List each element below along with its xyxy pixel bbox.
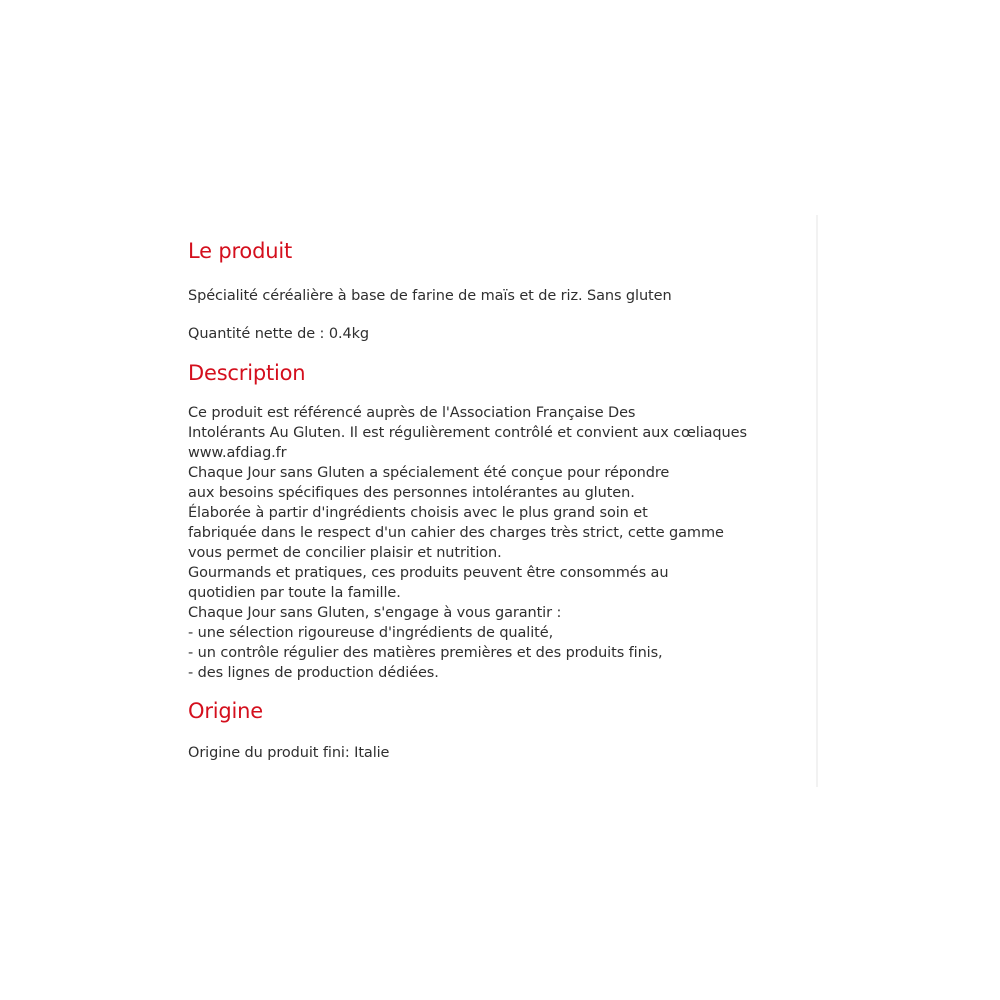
section-origin — [188, 696, 808, 763]
description-line: fabriquée dans le respect d'un cahier des charges très strict, cette gamme — [188, 525, 724, 541]
description-line: Ce produit est référencé auprès de l'Association Française Des — [188, 405, 636, 421]
description-line: Élaborée à partir d'ingrédients choisis avec le plus grand soin et — [188, 505, 648, 521]
description-line: Intolérants Au Gluten. Il est régulièrement contrôlé et convient aux cœliaques — [188, 425, 747, 441]
section-description — [188, 358, 808, 683]
description-line: Chaque Jour sans Gluten, s'engage à vous garantir : — [188, 605, 562, 621]
description-line: Chaque Jour sans Gluten a spécialement été conçue pour répondre — [188, 465, 670, 481]
description-line: www.afdiag.fr — [188, 445, 287, 461]
origin-heading: Origine — [188, 699, 263, 723]
description-line: - un contrôle régulier des matières premières et des produits finis, — [188, 645, 663, 661]
description-line: vous permet de concilier plaisir et nutrition. — [188, 545, 502, 561]
vertical-divider — [816, 215, 818, 787]
section-product — [188, 236, 808, 344]
description-line: aux besoins spécifiques des personnes intolérantes au gluten. — [188, 485, 635, 501]
description-line: Gourmands et pratiques, ces produits peuvent être consommés au — [188, 565, 669, 581]
product-heading: Le produit — [188, 239, 292, 263]
product-description-text: Spécialité céréalière à base de farine de maïs et de riz. Sans gluten — [188, 288, 672, 304]
origin-text: Origine du produit fini: Italie — [188, 745, 390, 761]
description-line: - une sélection rigoureuse d'ingrédients de qualité, — [188, 625, 554, 641]
description-line: quotidien par toute la famille. — [188, 585, 401, 601]
net-quantity-text: Quantité nette de : 0.4kg — [188, 326, 370, 342]
description-heading: Description — [188, 361, 306, 385]
description-body — [188, 403, 808, 683]
description-line: - des lignes de production dédiées. — [188, 665, 439, 681]
product-details — [188, 236, 808, 763]
